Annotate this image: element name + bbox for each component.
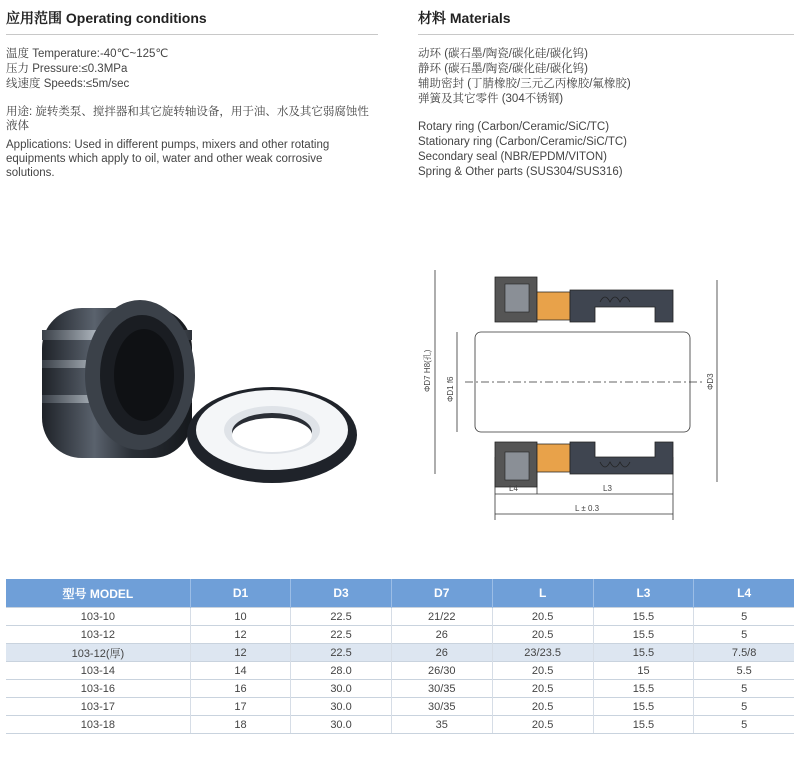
- cell-l3: 15.5: [593, 680, 694, 698]
- cell-d7: 30/35: [391, 698, 492, 716]
- cell-model: 103-12(厚): [6, 644, 190, 662]
- cell-d7: 35: [391, 716, 492, 734]
- cell-d7: 26: [391, 626, 492, 644]
- speed-line: 线速度 Speeds:≤5m/sec: [6, 78, 130, 90]
- cell-l3: 15.5: [593, 608, 694, 626]
- cell-d1: 18: [190, 716, 290, 734]
- col-l3-header: L3: [593, 579, 694, 608]
- cell-l4: 5: [694, 716, 794, 734]
- upper-seal-section: [495, 277, 673, 322]
- stationary-seat-ring: [187, 387, 357, 483]
- dim-l-label: L ± 0.3: [575, 504, 600, 513]
- cell-d1: 14: [190, 662, 290, 680]
- col-d1-header: D1: [190, 579, 290, 608]
- table-row: [6, 626, 794, 644]
- right-divider: [418, 34, 794, 35]
- cell-d3: 22.5: [291, 644, 392, 662]
- col-l4-header: L4: [694, 579, 794, 608]
- cell-model: 103-14: [6, 662, 190, 680]
- seal-cross-section-drawing: [405, 262, 735, 524]
- cell-d7: 21/22: [391, 608, 492, 626]
- col-d3-header: D3: [291, 579, 392, 608]
- table-row: [6, 608, 794, 626]
- table-header-row: [6, 579, 794, 608]
- cell-model: 103-17: [6, 698, 190, 716]
- cell-l: 20.5: [492, 608, 593, 626]
- cell-l3: 15: [593, 662, 694, 680]
- cell-l: 20.5: [492, 716, 593, 734]
- cell-l3: 15.5: [593, 644, 694, 662]
- cell-d3: 22.5: [291, 608, 392, 626]
- mechanical-seal-photo: [40, 290, 360, 490]
- secondary-seal-cn: 辅助密封 (丁腈橡胶/三元乙丙橡胶/氟橡胶): [418, 78, 631, 90]
- cell-l: 20.5: [492, 662, 593, 680]
- dim-l4-label: L4: [509, 484, 518, 493]
- table-row: [6, 698, 794, 716]
- table-row: [6, 662, 794, 680]
- cell-model: 103-16: [6, 680, 190, 698]
- rotary-ring-cn: 动环 (碳石墨/陶瓷/碳化硅/碳化钨): [418, 48, 588, 60]
- model-dimensions-table: [6, 579, 794, 734]
- cell-d1: 10: [190, 608, 290, 626]
- cell-l4: 5: [694, 680, 794, 698]
- cell-d1: 12: [190, 644, 290, 662]
- cell-d3: 30.0: [291, 698, 392, 716]
- cell-l: 20.5: [492, 626, 593, 644]
- dim-d7-label: ΦD7 H8(孔): [423, 349, 432, 392]
- col-model-header: 型号 MODEL: [6, 579, 190, 608]
- cell-l: 20.5: [492, 680, 593, 698]
- table-row: [6, 680, 794, 698]
- cell-model: 103-18: [6, 716, 190, 734]
- secondary-seal-en: Secondary seal (NBR/EPDM/VITON): [418, 151, 607, 163]
- cell-l4: 5: [694, 698, 794, 716]
- cell-model: 103-10: [6, 608, 190, 626]
- cell-l4: 5: [694, 608, 794, 626]
- dim-d3-label: ΦD3: [706, 373, 715, 390]
- stationary-ring-cn: 静环 (碳石墨/陶瓷/碳化硅/碳化钨): [418, 63, 588, 75]
- lower-seal-section: [495, 442, 673, 487]
- table-row: [6, 716, 794, 734]
- dim-d1-label: ΦD1 f6: [446, 376, 455, 402]
- cell-d7: 30/35: [391, 680, 492, 698]
- dim-l3-label: L3: [603, 484, 612, 493]
- cell-l3: 15.5: [593, 626, 694, 644]
- pressure-line: 压力 Pressure:≤0.3MPa: [6, 63, 128, 75]
- usage-en-text: Applications: Used in different pumps, mixers and other rotating equipments which apply to oil, water and other weak corrosive solutions.: [6, 139, 330, 179]
- cell-model: 103-12: [6, 626, 190, 644]
- cell-d3: 30.0: [291, 716, 392, 734]
- cell-d7: 26: [391, 644, 492, 662]
- operating-conditions-heading: 应用范围 Operating conditions: [6, 10, 207, 26]
- cell-d1: 16: [190, 680, 290, 698]
- cell-l4: 5.5: [694, 662, 794, 680]
- materials-heading: 材料 Materials: [418, 10, 511, 26]
- cell-d7: 26/30: [391, 662, 492, 680]
- temperature-line: 温度 Temperature:-40℃~125℃: [6, 48, 169, 60]
- stationary-ring-en: Stationary ring (Carbon/Ceramic/SiC/TC): [418, 136, 627, 148]
- cell-l3: 15.5: [593, 698, 694, 716]
- col-l-header: L: [492, 579, 593, 608]
- spring-parts-cn: 弹簧及其它零件 (304不锈钢): [418, 93, 564, 105]
- rotary-ring-en: Rotary ring (Carbon/Ceramic/SiC/TC): [418, 121, 610, 133]
- table-row: [6, 644, 794, 662]
- rotary-seal-body: [42, 300, 195, 458]
- cell-d1: 17: [190, 698, 290, 716]
- cell-l: 20.5: [492, 698, 593, 716]
- cell-d3: 30.0: [291, 680, 392, 698]
- cell-l3: 15.5: [593, 716, 694, 734]
- left-divider: [6, 34, 378, 35]
- cell-d3: 28.0: [291, 662, 392, 680]
- cell-l4: 7.5/8: [694, 644, 794, 662]
- usage-cn-text: 用途: 旋转类泵、搅拌器和其它旋转轴设备，用于油、水及其它弱腐蚀性液体: [6, 106, 369, 132]
- col-d7-header: D7: [391, 579, 492, 608]
- cell-l: 23/23.5: [492, 644, 593, 662]
- spring-parts-en: Spring & Other parts (SUS304/SUS316): [418, 166, 623, 178]
- cell-d1: 12: [190, 626, 290, 644]
- cell-d3: 22.5: [291, 626, 392, 644]
- cell-l4: 5: [694, 626, 794, 644]
